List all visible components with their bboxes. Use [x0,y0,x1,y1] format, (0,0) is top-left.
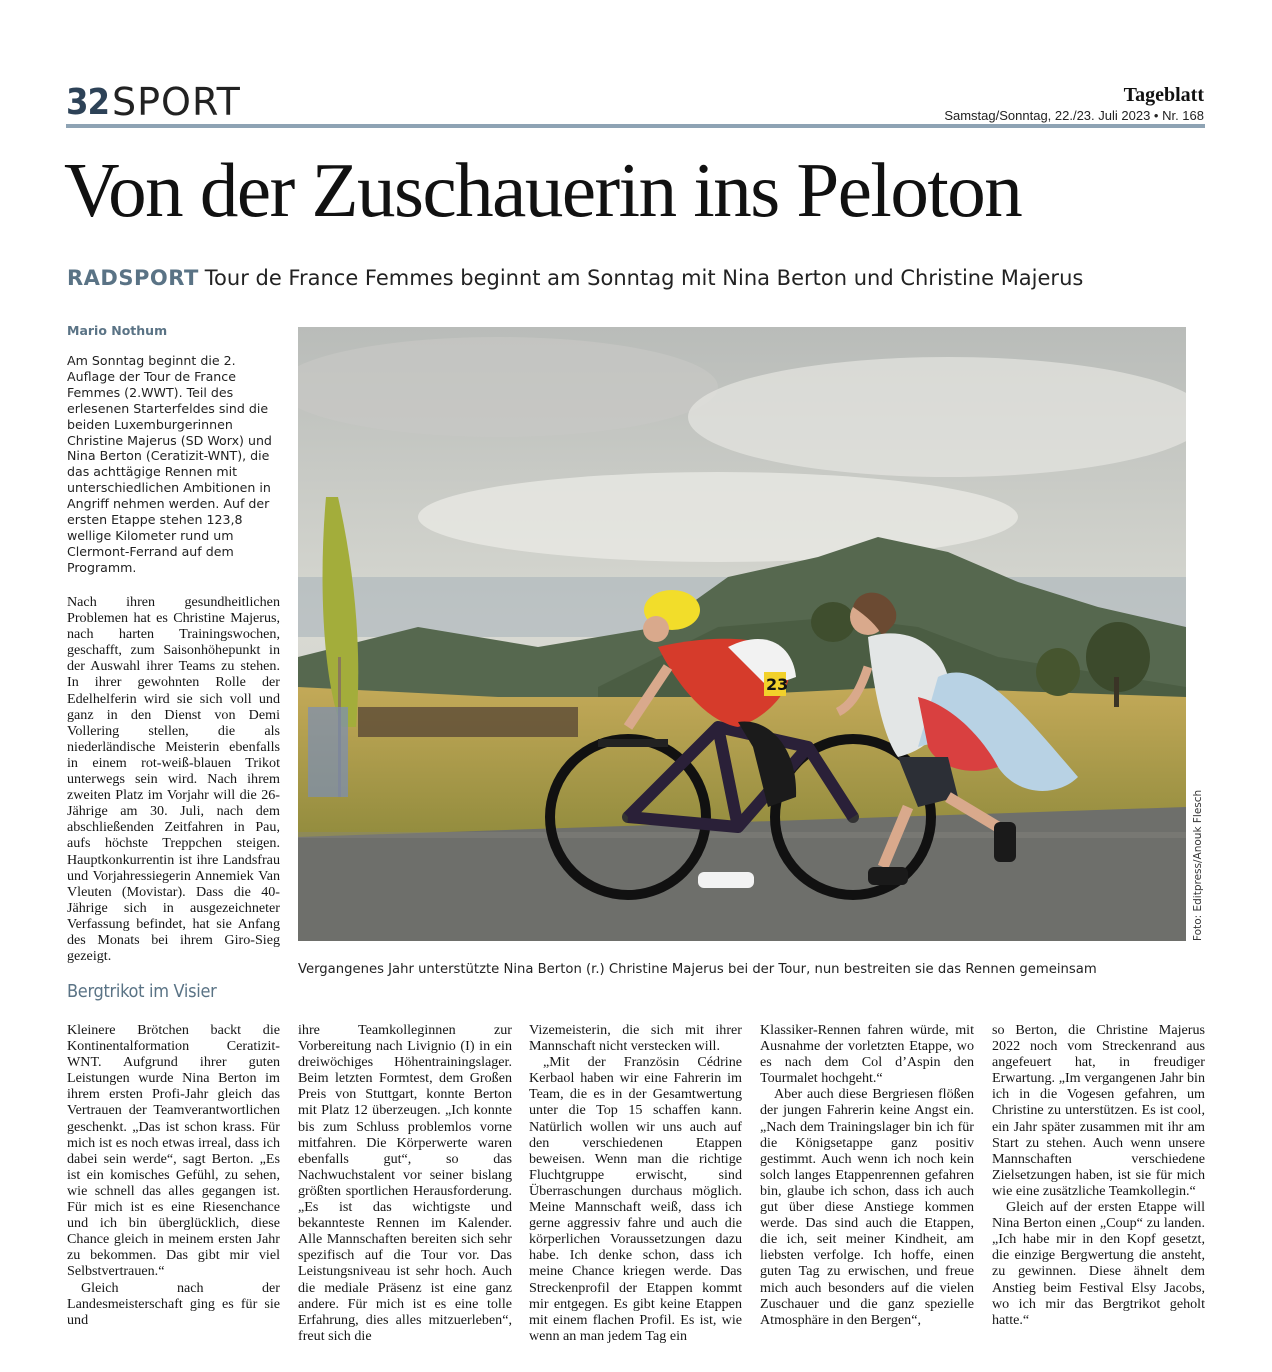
photo-caption: Vergangenes Jahr unterstützte Nina Berton (r.) Christine Majerus bei der Tour, nun bestreiten sie das Rennen gemeinsam [298,962,1097,977]
paragraph: Nach ihren gesundheitlichen Problemen hat es Christine Majerus, nach harten Trainingswochen, geschafft, zum Saisonhöhepunkt in der Auswahl ihrer Teams zu stehen. In ihrer gewohnten Rolle der Edelhelferin wird sie sich voll und ganz in den Dienst von Demi Vollering stellen, die als niederländische Meisterin ebenfalls in einem rot-weiß-blauen Trikot unterwegs sein wird. Nach ihrem zweiten Platz im Vorjahr will die 26-Jährige am 30. Juli, nach dem abschließenden Zeitfahren in Pau, aufs höchste Treppchen steigen. Hauptkonkurrentin ist ihre Landsfrau und Vorjahressiegerin Annemiek Van Vleuten (Movistar). Dass die 40-Jährige sich in ausgezeichneter Verfassung befindet, hat sie Anfang des Monats bei ihrem Giro-Sieg gezeigt. [67,594,280,965]
page-number: 32 [66,82,110,123]
intro-text: Am Sonntag beginnt die 2. Auflage der Tour de France Femmes (2.WWT). Teil des erlesenen Starterfeldes sind die beiden Luxemburgerinnen Christine Majerus (SD Worx) und Nina Berton (Ceratizit-WNT), die das achttägige Rennen mit unterschiedlichen Ambitionen in Angriff nehmen werden. Auf der ersten Etappe stehen 123,8 wellige Kilometer rund um Clermont-Ferrand auf dem Programm. [67,353,272,575]
article-column-6 [992,1022,1205,1328]
cyclist-photo [298,327,1186,941]
article-photo [298,327,1186,941]
paragraph: Gleich auf der ersten Etappe will Nina Berton einen „Coup“ zu landen. „Ich habe mir in den Kopf gesetzt, die einzige Bergwertung die ansteht, zu gewinnen. Diese ähnelt dem Anstieg beim Festival Elsy Jacobs, wo ich mir das Bergtrikot geholt hatte.“ [992,1199,1205,1328]
paragraph: „Mit der Französin Cédrine Kerbaol haben wir eine Fahrerin im Team, die es in der Gesamtwertung unter die Top 15 schaffen kann. Natürlich wollen wir uns auch auf den verschiedenen Etappen beweisen. Wenn man die richtige Fluchtgruppe erwischt, sind Überraschungen durchaus möglich. Meine Mannschaft weiß, dass ich gerne aggressiv fahre und auch die körperlichen Voraussetzungen dazu habe. Ich denke schon, dass ich meine Chance kriegen werde. Das Streckenprofil der Etappen kommt mir entgegen. Es gibt keine Etappen mit einem flachen Profil. Es ist, wie wenn an man jedem Tag ein [529,1054,742,1344]
section-title: SPORT [112,80,241,124]
author: Mario Nothum [67,323,168,338]
paragraph: Vizemeisterin, die sich mit ihrer Mannschaft nicht verstecken will. [529,1022,742,1055]
paragraph: Kleinere Brötchen backt die Kontinentalformation Ceratizit-WNT. Aufgrund ihrer guten Leistungen wurde Nina Berton im ihrem ersten Profi-Jahr gleich das Vertrauen der Teamverantwortlichen geschenkt. „Das ist schon krass. Für mich ist es noch etwas irreal, dass ich dabei sein werde“, sagt Berton. „Es ist ein komisches Gefühl, zu sehen, wie schnell das alles gegangen ist. Für mich ist es eine Riesenchance und ich bin überglücklich, diese Chance gleich in meinem ersten Jahr zu bekommen. Das gibt mir viel Selbstvertrauen.“ [67,1022,280,1280]
article-column-4 [529,1022,742,1344]
paper-name: Tageblatt [1123,84,1204,106]
article-column-5 [760,1022,974,1328]
kicker: RADSPORT [67,266,199,290]
paragraph: Gleich nach der Landesmeisterschaft ging es für sie und [67,1279,280,1328]
jersey-number: 23 [766,675,789,694]
subheadline [67,266,1083,290]
headline: Von der Zuschauerin ins Peloton [64,147,1022,233]
subheadline-text: Tour de France Femmes beginnt am Sonntag mit Nina Berton und Christine Majerus [204,266,1084,290]
article-column-2 [67,1022,280,1328]
photo-credit: Foto: Editpress/Anouk Flesch [1192,789,1204,941]
article-column-1 [67,594,280,964]
article-column-3 [298,1022,512,1344]
paragraph: Aber auch diese Bergriesen flößen der jungen Fahrerin keine Angst ein. „Nach dem Trainingslager bin ich für die Königsetappe ganz positiv gestimmt. Auch wenn ich noch kein solch langes Etappenrennen gefahren bin, glaube ich schon, dass ich auch gut über diese Anstiege kommen werde. Das sind auch die Etappen, die ich, seit meiner Kindheit, am liebsten verfolge. Ich hoffe, einen guten Tag zu erwischen, und freue mich auch besonders auf die vielen Zuschauer und die ganz spezielle Atmosphäre in den Bergen“, [760,1086,974,1328]
paragraph: ihre Teamkolleginnen zur Vorbereitung nach Livignio (I) in ein dreiwöchiges Höhentrainingslager. Beim letzten Formtest, dem Großen Preis von Stuttgart, konnte Berton mit Platz 12 überzeugen. „Ich konnte bis zum Schluss problemlos vorne mitfahren. Die Körperwerte waren ebenfalls gut“, so das Nachwuchstalent vor seiner bislang größten sportlichen Herausforderung. „Es ist das wichtigste und bekannteste Rennen im Kalender. Alle Mannschaften bereiten sich sehr spezifisch auf die Tour vor. Das Leistungsniveau ist sehr hoch. Auch die mediale Präsenz ist eine ganz andere. Für mich ist es eine tolle Erfahrung, dies alles mitzuerleben“, freut sich die [298,1022,512,1344]
paragraph: Klassiker-Rennen fahren würde, mit Ausnahme der vorletzten Etappe, wo es nach dem Col d’Aspin den Tourmalet hochgeht.“ [760,1022,974,1087]
paragraph: so Berton, die Christine Majerus 2022 noch vom Streckenrand aus angefeuert hat, in freudiger Erwartung. „Im vergangenen Jahr bin ich in die Vogesen gefahren, um Christine zu unterstützen. Es ist cool, ein Jahr später zusammen mit ihr am Start zu stehen. Auch wenn unsere Mannschaften verschiedene Zielsetzungen haben, ist sie für mich wie eine zusätzliche Teamkollegin.“ [992,1022,1205,1199]
crosshead: Bergtrikot im Visier [67,981,217,1002]
issue-date: Samstag/Sonntag, 22./23. Juli 2023 • Nr. 168 [944,108,1204,123]
header-rule [66,124,1205,128]
masthead [944,84,1204,123]
